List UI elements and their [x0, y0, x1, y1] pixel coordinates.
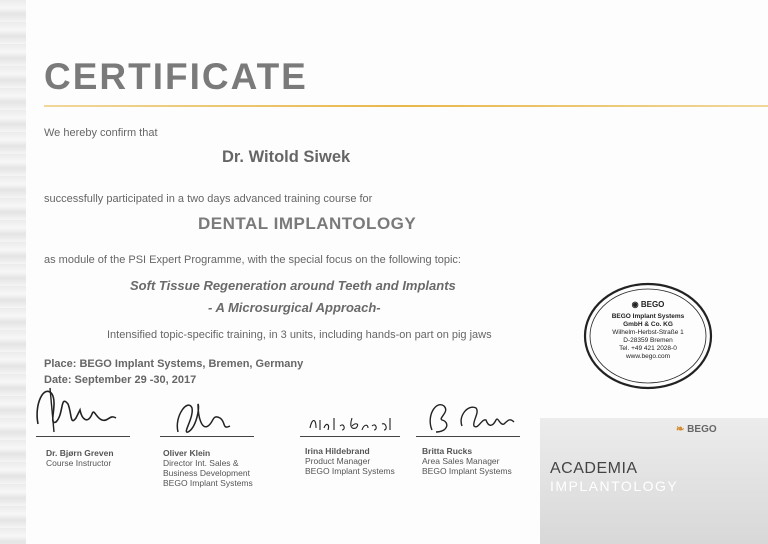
gold-divider [44, 105, 768, 107]
signer-4 [422, 446, 512, 476]
stamp-line-3: Wilhelm-Herbst-Straße 1 [612, 329, 684, 336]
training-line: Intensified topic-specific training, in 3 units, including hands-on part on pig jaws [107, 329, 492, 341]
signer-3 [305, 446, 395, 476]
stamp-line-5: Tel. +49 421 2028-0 [619, 345, 677, 352]
signature-line-3 [300, 436, 400, 437]
signer-2-name: Oliver Klein [163, 448, 211, 458]
academia-label: ACADEMIA [550, 460, 638, 477]
recipient-name: Dr. Witold Siwek [222, 148, 351, 166]
participation-line: successfully participated in a two days advanced training course for [44, 193, 373, 205]
place-line: Place: BEGO Implant Systems, Bremen, Germany [44, 358, 304, 370]
stamp-line-1: BEGO Implant Systems [611, 313, 685, 320]
bego-logo-icon: ❧ [676, 424, 685, 435]
signature-line-4 [416, 436, 520, 437]
signer-2-role-2: Business Development [163, 468, 250, 478]
signer-3-role-2: BEGO Implant Systems [305, 466, 395, 476]
stamp-logo-icon: ◉ [631, 300, 639, 309]
scan-edge-shading [0, 0, 26, 544]
course-name: DENTAL IMPLANTOLOGY [198, 214, 417, 233]
signature-greven [30, 374, 140, 438]
bego-logo-text: BEGO [687, 424, 717, 435]
signature-rucks [418, 396, 528, 438]
signer-1-name: Dr. Bjørn Greven [46, 448, 114, 458]
stamp-line-6: www.bego.com [625, 353, 671, 360]
stamp-line-4: D-28359 Bremen [623, 337, 673, 344]
signer-1 [46, 448, 114, 468]
signature-line-1 [36, 436, 130, 437]
date-line: Date: September 29 -30, 2017 [44, 374, 197, 386]
implantology-label: IMPLANTOLOGY [550, 478, 679, 494]
topic-line-2: - A Microsurgical Approach- [208, 300, 381, 315]
signer-2-role-1: Director Int. Sales & [163, 458, 239, 468]
signer-3-role-1: Product Manager [305, 456, 371, 466]
signer-2 [163, 448, 253, 488]
signer-4-name: Britta Rucks [422, 446, 473, 456]
signature-line-2 [160, 436, 254, 437]
confirm-line: We hereby confirm that [44, 127, 158, 139]
signer-2-role-3: BEGO Implant Systems [163, 478, 253, 488]
signer-3-name: Irina Hildebrand [305, 446, 370, 456]
bego-logo [676, 424, 717, 435]
signer-4-role-2: BEGO Implant Systems [422, 466, 512, 476]
stamp-logo [582, 301, 714, 309]
signer-4-role-1: Area Sales Manager [422, 456, 500, 466]
module-line: as module of the PSI Expert Programme, with the special focus on the following topic: [44, 254, 461, 266]
stamp-logo-text: BEGO [640, 300, 665, 309]
topic-line-1: Soft Tissue Regeneration around Teeth and Implants [130, 278, 456, 293]
signature-klein [168, 396, 248, 440]
signer-1-role: Course Instructor [46, 458, 112, 468]
stamp-line-2: GmbH & Co. KG [623, 321, 673, 328]
certificate-title: CERTIFICATE [44, 56, 308, 97]
signature-hildebrand [306, 412, 396, 436]
